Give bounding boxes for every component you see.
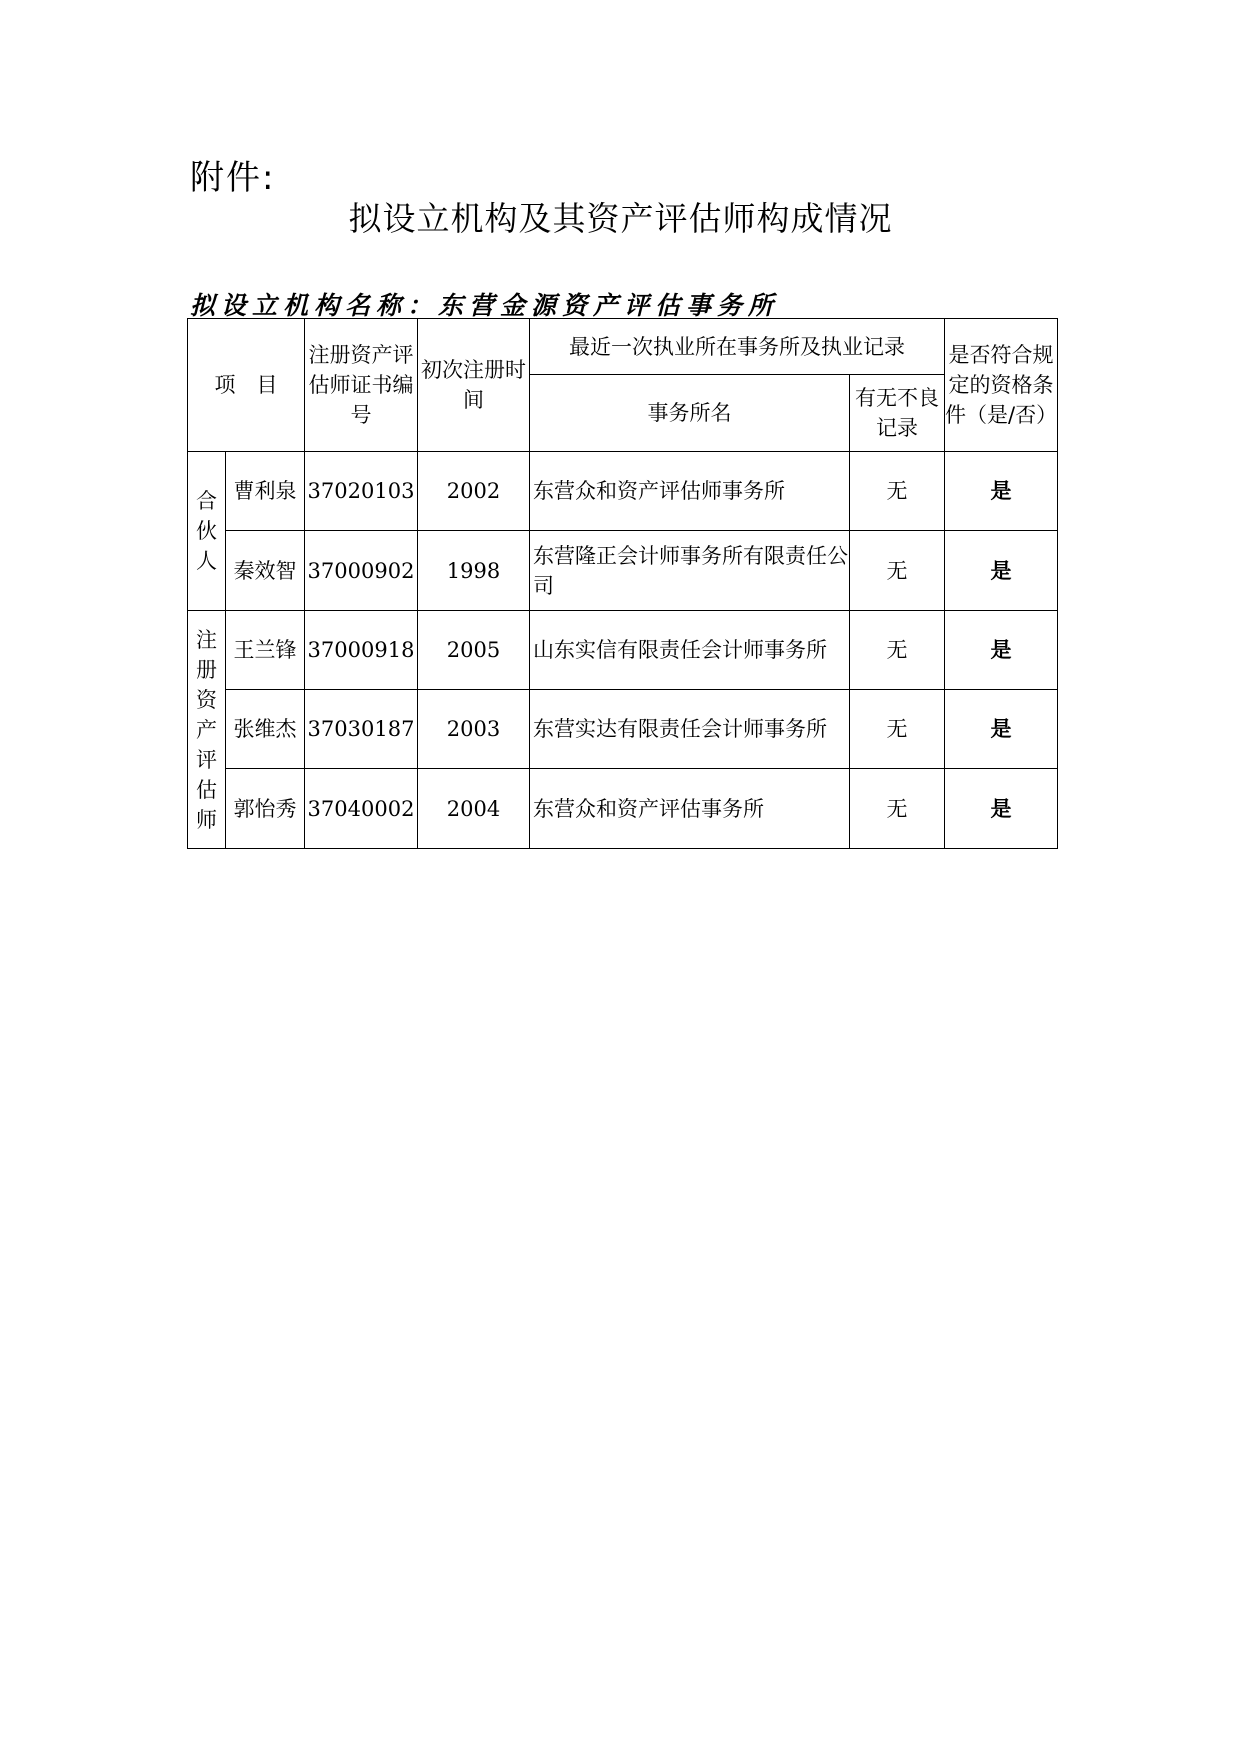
- group-label: [188, 611, 226, 849]
- qualified-cell: 是: [945, 769, 1058, 849]
- qualified-cell: 是: [945, 611, 1058, 690]
- header-cert-no: 注册资产评估师证书编号: [305, 319, 418, 452]
- bad-record-cell: 无: [850, 769, 945, 849]
- first-reg-year-cell: 1998: [418, 531, 530, 611]
- first-reg-year-cell: 2005: [418, 611, 530, 690]
- bad-record-cell: 无: [850, 690, 945, 769]
- person-name-cell: 曹利泉: [226, 452, 305, 531]
- person-name-cell: 张维杰: [226, 690, 305, 769]
- bad-record-cell: 无: [850, 452, 945, 531]
- qualified-cell: 是: [945, 452, 1058, 531]
- cert-number-cell: 37000918: [305, 611, 418, 690]
- group-label-char: 人: [196, 549, 217, 573]
- cert-number-cell: 37040002: [305, 769, 418, 849]
- table-row: [188, 452, 1058, 531]
- firm-name-cell: 东营隆正会计师事务所有限责任公司: [530, 531, 850, 611]
- qualified-cell: 是: [945, 690, 1058, 769]
- first-reg-year-cell: 2004: [418, 769, 530, 849]
- first-reg-year-cell: 2002: [418, 452, 530, 531]
- cert-number-cell: 37020103: [305, 452, 418, 531]
- qualified-cell: 是: [945, 531, 1058, 611]
- table-row: [188, 769, 1058, 849]
- firm-name-cell: 东营实达有限责任会计师事务所: [530, 690, 850, 769]
- bad-record-cell: 无: [850, 531, 945, 611]
- organization-name-line: 拟设立机构名称：东营金源资产评估事务所: [190, 291, 780, 320]
- group-label: [188, 452, 226, 611]
- table-row: [188, 690, 1058, 769]
- firm-name-cell: 东营众和资产评估师事务所: [530, 452, 850, 531]
- group-label-char: 资: [196, 687, 217, 712]
- person-name-cell: 郭怡秀: [226, 769, 305, 849]
- group-label-char: 注: [196, 627, 217, 652]
- attachment-label: 附件:: [190, 158, 276, 198]
- first-reg-year-cell: 2003: [418, 690, 530, 769]
- firm-name-cell: 山东实信有限责任会计师事务所: [530, 611, 850, 690]
- header-item: 项 目: [188, 319, 305, 452]
- firm-name-cell: 东营众和资产评估事务所: [530, 769, 850, 849]
- document-title: 拟设立机构及其资产评估师构成情况: [348, 199, 893, 238]
- group-label-char: 师: [196, 807, 217, 832]
- group-label-char: 合: [196, 489, 217, 513]
- group-label-char: 评: [196, 747, 217, 772]
- header-recent-practice: 最近一次执业所在事务所及执业记录: [530, 319, 945, 375]
- group-label-char: 册: [196, 657, 217, 682]
- header-bad-record: 有无不良记录: [850, 375, 945, 452]
- table-body: [188, 452, 1058, 849]
- header-qualified: 是否符合规定的资格条件（是/否）: [945, 319, 1058, 452]
- composition-table: [187, 318, 1058, 849]
- header-firm-name: 事务所名: [530, 375, 850, 452]
- cert-number-cell: 37000902: [305, 531, 418, 611]
- person-name-cell: 王兰锋: [226, 611, 305, 690]
- table-row: [188, 611, 1058, 690]
- group-label-char: 伙: [196, 519, 217, 543]
- table-row: [188, 531, 1058, 611]
- cert-number-cell: 37030187: [305, 690, 418, 769]
- person-name-cell: 秦效智: [226, 531, 305, 611]
- group-label-char: 产: [196, 717, 217, 742]
- group-label-char: 估: [196, 777, 217, 802]
- bad-record-cell: 无: [850, 611, 945, 690]
- header-first-reg-time: 初次注册时间: [418, 319, 530, 452]
